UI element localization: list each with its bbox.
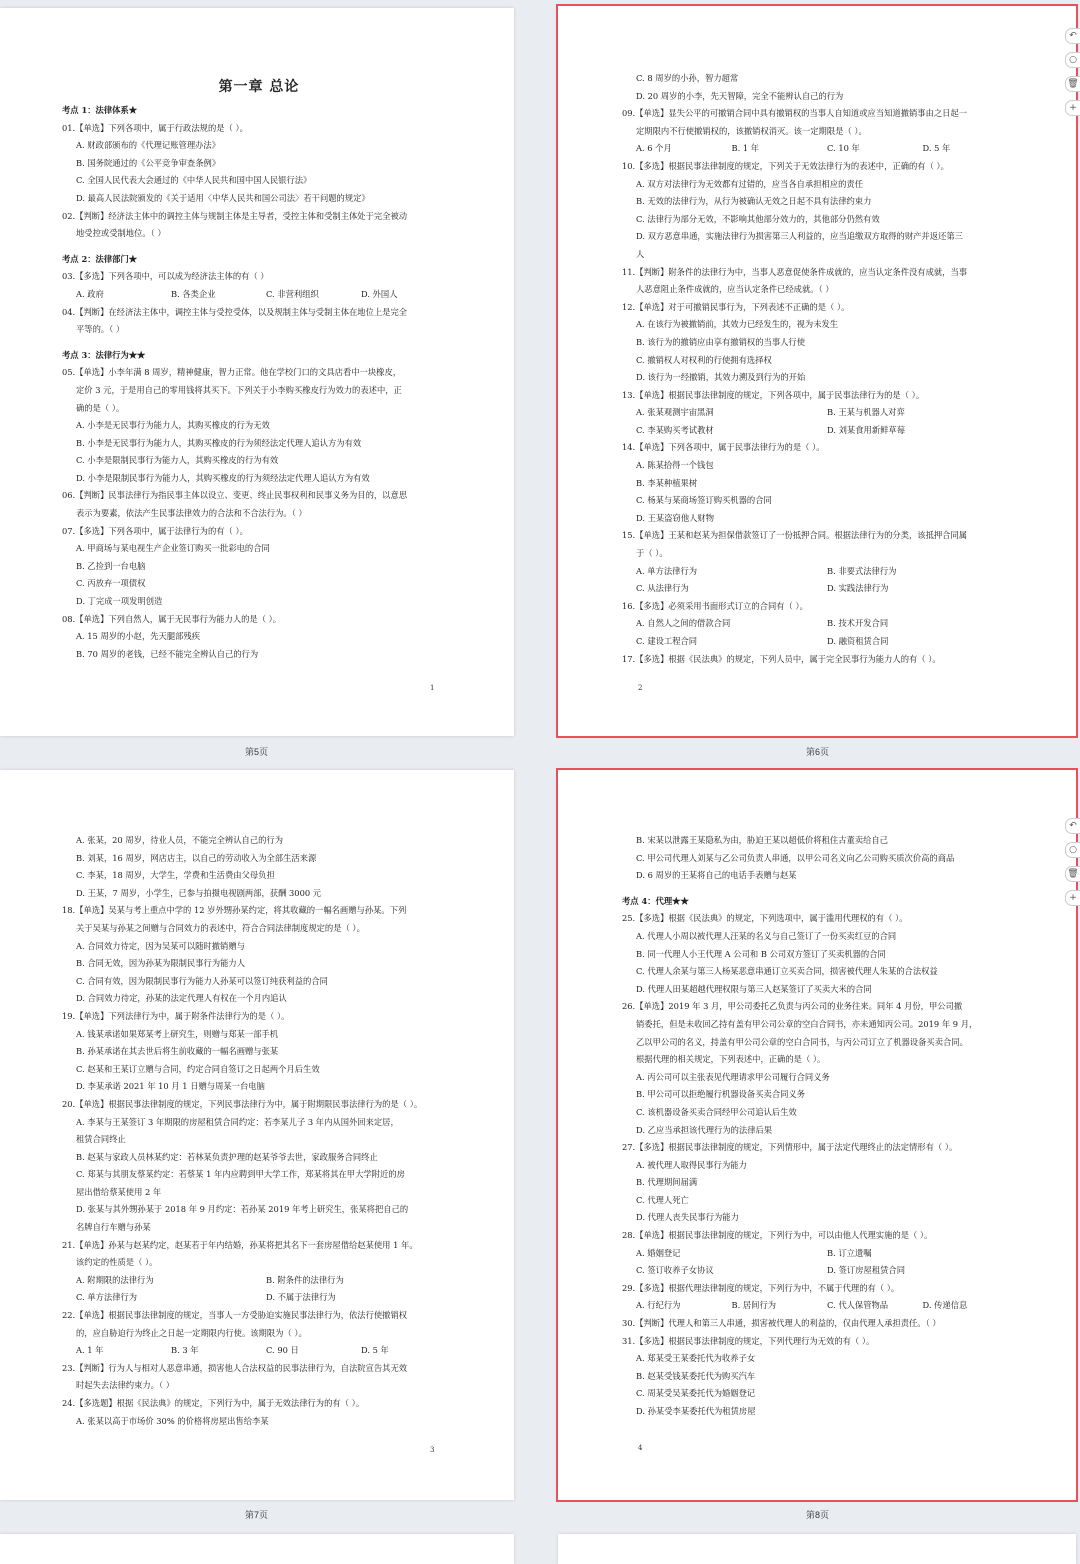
question-text: 08.【单选】下列自然人，属于无民事行为能力人的是（ ）。 <box>62 613 282 624</box>
page-thumbnail-7[interactable] <box>0 770 514 1500</box>
question-text: 02.【判断】经济法主体中的调控主体与规制主体是主导者，受控主体和受制主体处于完全被动 <box>62 210 408 221</box>
question-text: 16.【多选】必须采用书面形式订立的合同有（ ）。 <box>622 600 808 611</box>
option-text: C. 甲公司代理人刘某与乙公司负责人串通，以甲公司名义向乙公司购买质次价高的商品 <box>636 852 955 863</box>
page-tools <box>1065 818 1080 906</box>
option-text: B. 赵某与家政人员林某约定：若林某负责护理的赵某爷爷去世，家政服务合同终止 <box>76 1151 378 1162</box>
question-text: 19.【单选】下列法律行为中，属于附条件法律行为的是（ ）。 <box>62 1010 290 1021</box>
question-text: 21.【单选】孙某与赵某约定，赵某若于年内结婚，孙某将把其名下一套房屋借给赵某使用 1 年。 <box>62 1239 418 1250</box>
option-text: D. 实践法律行为 <box>827 583 889 594</box>
option-text: C. 合同有效，因为限制民事行为能力人孙某可以签订纯获利益的合同 <box>76 975 328 986</box>
question-text: 13.【单选】根据民事法律制度的规定，下列各项中，属于民事法律行为的是（ ）。 <box>622 389 925 400</box>
option-row <box>622 422 1018 440</box>
question-text: 31.【多选】根据民事法律制度的规定，下列代理行为无效的有（ ）。 <box>622 1335 875 1346</box>
option-text: C. 10 年 <box>827 143 860 154</box>
section-heading: 考点 1：法律体系★ <box>62 105 138 115</box>
option-text: B. 该行为的撤销应由享有撤销权的当事人行使 <box>636 336 806 347</box>
option-row <box>622 1297 1018 1315</box>
question-text: 30.【判断】代理人和第三人串通，损害被代理人的利益的，仅由代理人承担责任。（ ） <box>622 1318 941 1329</box>
question-text: 27.【多选】根据民事法律制度的规定，下列情形中，属于法定代理终止的法定情形有（ ）。 <box>622 1142 958 1153</box>
option-text: C. 签订收养子女协议 <box>636 1265 714 1276</box>
option-text: D. 5 年 <box>922 143 951 154</box>
page-number: 4 <box>638 1444 643 1452</box>
option-text: D. 王某，7 周岁，小学生，已参与拍摄电视剧两部，获酬 3000 元 <box>76 887 322 898</box>
option-text: A. 15 周岁的小赵，先天腿部残疾 <box>76 631 201 642</box>
option-text: B. 3 年 <box>171 1345 199 1356</box>
option-text: D. 双方恶意串通，实施法律行为损害第三人利益的，应当追缴双方取得的财产并返还第三 <box>636 231 963 242</box>
option-text: A. 甲商场与某电视生产企业签订购买一批彩电的合同 <box>76 543 270 554</box>
page-thumbnail-5[interactable] <box>0 8 514 736</box>
option-text: D. 小李是限制民事行为能力人，其购买橡皮的行为须经法定代理人追认方为有效 <box>76 472 370 483</box>
option-text: A. 附期限的法律行为 <box>76 1274 154 1285</box>
option-text: D. 不属于法律行为 <box>266 1292 336 1303</box>
option-text: D. 孙某受李某委托代为租赁房屋 <box>636 1406 756 1416</box>
page-thumbnail-8[interactable] <box>558 770 1076 1500</box>
option-text: A. 张某以高于市场价 30% 的价格将房屋出售给李某 <box>76 1415 269 1426</box>
option-text: A. 婚姻登记 <box>636 1247 681 1258</box>
option-text: A. 丙公司可以主张表见代理请求甲公司履行合同义务 <box>636 1071 830 1082</box>
section-heading: 考点 2：法律部门★ <box>62 253 138 264</box>
option-text: D. 该行为一经撤销，其效力溯及到行为的开始 <box>636 372 806 383</box>
question-text: 28.【单选】根据民事法律制度的规定，下列行为中，可以由他人代理实施的是（ ）。 <box>622 1230 933 1241</box>
option-text: B. 订立遗嘱 <box>827 1247 872 1258</box>
page-content <box>622 70 1018 668</box>
question-text: 14.【单选】下列各项中，属于民事法律行为的是（ ）。 <box>622 442 825 453</box>
page-label: 第8页 <box>806 1510 830 1520</box>
question-text: 07.【多选】下列各项中，属于法律行为的有（ ）。 <box>62 525 248 536</box>
question-text-cont: 人恶意阻止条件成就的，应当认定条件已经成就。（ ） <box>636 284 834 295</box>
circle-icon[interactable]: ○ <box>1065 842 1080 858</box>
question-text-cont: 根据代理的相关规定，下列表述中，正确的是（ ）。 <box>636 1054 826 1065</box>
option-row <box>62 1289 456 1307</box>
question-text: 12.【单选】对于可撤销民事行为，下列表述不正确的是（ ）。 <box>622 301 850 312</box>
option-text: A. 单方法律行为 <box>636 565 698 576</box>
option-text: C. 丙放弃一项债权 <box>76 578 146 589</box>
question-text: 01.【单选】下列各项中，属于行政法规的是（ ）。 <box>62 122 248 133</box>
page-content <box>622 832 1018 1421</box>
question-text-cont: 地受控或受制地位。（ ） <box>76 228 166 239</box>
option-text: A. 李某与王某签订 3 年期限的房屋租赁合同约定：若李某儿子 3 年内从国外回来定居， <box>76 1116 399 1127</box>
question-text: 22.【单选】根据民事法律制度的规定，当事人一方受胁迫实施民事法律行为，依法行使撤销权 <box>62 1310 408 1321</box>
option-row <box>62 1342 456 1360</box>
option-text: D. 融资租赁合同 <box>827 636 889 646</box>
page-thumbnail-10[interactable] <box>558 1534 1076 1564</box>
question-text-cont: 表示为要素，依法产生民事法律效力的合法和不合法行为。（ ） <box>76 508 307 519</box>
question-text-cont: 定价 3 元，于是用自己的零用钱将其买下。下列关于小李购买橡皮行为效力的表述中，正 <box>76 384 402 395</box>
option-text: C. 从法律行为 <box>636 583 689 594</box>
option-row <box>622 1245 1018 1263</box>
circle-icon[interactable]: ○ <box>1065 52 1080 68</box>
option-text: D. 外国人 <box>361 288 398 299</box>
option-text: A. 双方对法律行为无效都有过错的，应当各自承担相应的责任 <box>636 178 863 189</box>
option-text: A. 自然人之间的借款合同 <box>636 618 731 629</box>
question-text-cont: 乙以甲公司的名义，持盖有甲公司公章的空白合同书，与丙公司订立了机器设备买卖合同。 <box>636 1036 968 1047</box>
page-content <box>62 832 456 1430</box>
page-number: 1 <box>430 684 435 692</box>
option-text: C. 撤销权人对权利的行使拥有选择权 <box>636 354 772 365</box>
option-row <box>622 404 1018 422</box>
option-text: B. 王某与机器人对弈 <box>827 407 905 418</box>
option-text: C. 杨某与某商场签订购买机器的合同 <box>636 495 772 506</box>
option-text: C. 8 周岁的小孙，智力超常 <box>636 73 739 83</box>
option-text: C. 赵某和王某订立赠与合同，约定合同自签订之日起两个月后生效 <box>76 1063 320 1074</box>
question-text: 03.【多选】下列各项中，可以成为经济法主体的有（ ） <box>62 271 269 282</box>
option-row <box>622 1262 1018 1280</box>
question-text: 15.【单选】王某和赵某为担保借款签订了一份抵押合同。根据法律行为的分类，该抵押合同属 <box>622 530 968 541</box>
question-text-cont: 平等的。（ ） <box>76 324 125 335</box>
option-text: D. 乙应当承担该代理行为的法律后果 <box>636 1124 773 1135</box>
option-text: C. 代理人死亡 <box>636 1194 689 1205</box>
add-page-icon[interactable]: + <box>1065 100 1080 116</box>
option-text: A. 6 个月 <box>636 143 672 154</box>
option-text: D. 5 年 <box>361 1345 389 1356</box>
option-text: B. 同一代理人小王代理 A 公司和 B 公司双方签订了买卖机器的合同 <box>636 948 886 959</box>
option-text: B. 宋某以泄露王某隐私为由，胁迫王某以超低价将租住古董卖给自己 <box>636 835 888 845</box>
question-text-cont: 的，应自胁迫行为终止之日起一定期限内行使。该期限为（ ）。 <box>76 1327 307 1338</box>
question-text: 20.【单选】根据民事法律制度的规定，下列民事法律行为中，属于附期限民事法律行为的是（ ）。 <box>62 1098 423 1109</box>
question-text-cont: 定期限内不行使撤销权的，该撤销权消灭。该一定期限是（ ）。 <box>636 125 867 136</box>
option-row <box>622 563 1018 581</box>
page-label: 第7页 <box>245 1510 269 1520</box>
option-text: D. 合同效力待定，孙某的法定代理人有权在一个月内追认 <box>76 993 287 1004</box>
page-tools <box>1065 28 1080 116</box>
option-text: C. 代理人余某与第三人杨某恶意串通订立买卖合同，损害被代理人朱某的合法权益 <box>636 966 938 977</box>
option-text: C. 郑某与其朋友蔡某约定：若蔡某 1 年内应聘到甲大学工作，郑某将其在甲大学附近的房 <box>76 1169 405 1180</box>
option-text: B. 非要式法律行为 <box>827 565 897 576</box>
option-text: B. 合同无效，因为孙某为限制民事行为能力人 <box>76 958 246 969</box>
option-text: C. 该机器设备买卖合同经甲公司追认后生效 <box>636 1106 797 1117</box>
option-text: B. 附条件的法律行为 <box>266 1274 344 1285</box>
question-text: 11.【判断】附条件的法律行为中，当事人恶意促使条件成就的，应当认定条件没有成就，当事 <box>622 266 968 277</box>
option-row <box>622 140 1018 158</box>
option-text: C. 单方法律行为 <box>76 1292 138 1303</box>
option-row <box>62 286 456 304</box>
option-text: A. 财政部颁布的《代理记账管理办法》 <box>76 140 221 151</box>
option-row <box>62 1272 456 1290</box>
option-text: A. 行纪行为 <box>636 1300 681 1311</box>
question-text: 04.【判断】在经济法主体中，调控主体与受控受体，以及规制主体与受制主体在地位上是完全 <box>62 306 408 317</box>
option-text: B. 技术开发合同 <box>827 618 889 629</box>
option-text: D. 代理人田某超越代理权限与第三人赵某签订了买卖大米的合同 <box>636 983 872 994</box>
option-row <box>622 580 1018 598</box>
page-label: 第6页 <box>806 747 830 757</box>
rotate-icon[interactable]: ↶ <box>1065 28 1080 44</box>
option-text: C. 非营利组织 <box>266 288 319 299</box>
option-text: D. 王某盗窃他人财物 <box>636 512 715 523</box>
option-text: D. 丁完成一项发明创造 <box>76 596 163 607</box>
delete-icon[interactable]: 🗑 <box>1065 76 1080 92</box>
option-text: D. 传递信息 <box>922 1300 968 1311</box>
question-text-cont: 关于吴某与孙某之间赠与合同效力的表述中，符合合同法律制度规定的是（ ）。 <box>76 922 365 933</box>
option-text: A. 代理人小周以被代理人汪某的名义与自己签订了一份买卖红豆的合同 <box>636 930 897 941</box>
option-text: C. 90 日 <box>266 1345 299 1356</box>
question-text-cont: 销委托，但是未收回乙持有盖有甲公司公章的空白合同书，亦未通知丙公司。2019 年 9 月， <box>636 1018 978 1029</box>
option-text: B. 李某种植果树 <box>636 477 698 488</box>
option-text: 屋出借给蔡某使用 2 年 <box>76 1186 162 1197</box>
option-text: B. 刘某，16 周岁，网店店主，以自己的劳动收入为全部生活来源 <box>76 852 317 863</box>
option-text: B. 70 周岁的老钱，已经不能完全辨认自己的行为 <box>76 648 259 659</box>
option-text: D. 最高人民法院颁发的《关于适用〈中华人民共和国公司法〉若干问题的规定》 <box>76 192 370 203</box>
option-text: D. 6 周岁的王某将自己的电话手表赠与赵某 <box>636 870 797 881</box>
option-text: A. 张某，20 周岁，待业人员，不能完全辨认自己的行为 <box>76 835 283 845</box>
option-text: D. 20 周岁的小李，先天智障，完全不能辨认自己的行为 <box>636 90 844 101</box>
page-label: 第5页 <box>245 747 269 757</box>
option-text: B. 赵某受钱某委托代为购买汽车 <box>636 1370 756 1381</box>
question-text: 29.【多选】根据代理法律制度的规定，下列行为中，不属于代理的有（ ）。 <box>622 1282 900 1293</box>
option-text: B. 甲公司可以拒绝履行机器设备买卖合同义务 <box>636 1089 806 1100</box>
option-text: C. 周某受吴某委托代为婚姻登记 <box>636 1388 756 1399</box>
option-text: C. 李某，18 周岁，大学生，学费和生活费由父母负担 <box>76 870 275 881</box>
option-text: B. 乙捡到一台电脑 <box>76 560 146 571</box>
question-text: 09.【单选】显失公平的可撤销合同中具有撤销权的当事人自知道或应当知道撤销事由之日起一 <box>622 108 968 119</box>
option-text: C. 建设工程合同 <box>636 636 698 646</box>
option-text: A. 合同效力待定，因为吴某可以随时撤销赠与 <box>76 940 245 951</box>
option-row <box>622 615 1018 633</box>
option-text: D. 张某与其外甥孙某于 2018 年 9 月约定：若孙某 2019 年考上研究生，张某将把自己的 <box>76 1204 409 1215</box>
option-text: A. 钱某承诺如果郑某考上研究生，则赠与郑某一部手机 <box>76 1028 279 1039</box>
option-text: D. 代理人丧失民事行为能力 <box>636 1212 739 1223</box>
page-thumbnail-9[interactable] <box>0 1534 514 1564</box>
option-text: C. 代人保管物品 <box>827 1300 889 1311</box>
option-text: D. 李某承诺 2021 年 10 月 1 日赠与周某一台电脑 <box>76 1081 265 1092</box>
option-text: B. 孙某承诺在其去世后将生前收藏的一幅名画赠与张某 <box>76 1046 279 1057</box>
option-text: A. 1 年 <box>76 1345 104 1356</box>
option-text: 人 <box>636 248 645 259</box>
question-text: 25.【多选】根据《民法典》的规定，下列选项中，属于滥用代理权的有（ ）。 <box>622 913 908 924</box>
question-text: 06.【判断】民事法律行为指民事主体以设立、变更、终止民事权利和民事义务为目的，以意思 <box>62 490 408 501</box>
option-text: A. 郑某受王某委托代为收养子女 <box>636 1353 756 1364</box>
option-text: A. 陈某拾得一个钱包 <box>636 460 714 471</box>
option-text: B. 各类企业 <box>171 288 216 299</box>
delete-icon[interactable]: 🗑 <box>1065 866 1080 882</box>
question-text: 18.【单选】吴某与考上重点中学的 12 岁外甥孙某约定，将其收藏的一幅名画赠与孙某。下列 <box>62 905 407 916</box>
option-text: C. 李某购买考试教材 <box>636 424 714 435</box>
option-text: A. 在该行为被撤销前，其效力已经发生的，视为未发生 <box>636 319 839 330</box>
question-text-cont: 确的是（ ）。 <box>76 402 125 413</box>
question-text: 24.【多选题】根据《民法典》的规定，下列行为中，属于无效法律行为的有（ ）。 <box>62 1398 365 1408</box>
question-text: 10.【多选】根据民事法律制度的规定，下列关于无效法律行为的表述中，正确的有（ ）。 <box>622 160 949 171</box>
option-text: A. 政府 <box>76 288 104 299</box>
page-number: 2 <box>638 684 643 692</box>
option-text: B. 代理期间届满 <box>636 1177 698 1188</box>
question-text-cont: 时起失去法律约束力。（ ） <box>76 1380 175 1391</box>
page-thumbnail-6[interactable] <box>558 6 1076 736</box>
option-row <box>622 633 1018 651</box>
question-text: 17.【多选】根据《民法典》的规定，下列人员中，属于完全民事行为能力人的有（ ）。 <box>622 653 941 664</box>
rotate-icon[interactable]: ↶ <box>1065 818 1080 834</box>
option-text: D. 签订房屋租赁合同 <box>827 1265 906 1276</box>
option-text: C. 法律行为部分无效，不影响其他部分效力的，其他部分仍然有效 <box>636 213 880 224</box>
option-text: B. 国务院通过的《公平竞争审查条例》 <box>76 157 221 168</box>
question-text-cont: 于（ ）。 <box>636 548 668 559</box>
page-number: 3 <box>430 1446 435 1454</box>
option-text: C. 全国人民代表大会通过的《中华人民共和国中国人民银行法》 <box>76 175 312 186</box>
option-text: B. 居间行为 <box>731 1300 777 1311</box>
option-text: 租赁合同终止 <box>76 1134 126 1145</box>
question-text: 26.【单选】2019 年 3 月，甲公司委托乙负责与丙公司的业务往来。同年 4 月份，甲公司撤 <box>622 1001 963 1012</box>
option-text: B. 1 年 <box>731 143 760 154</box>
question-text-cont: 该约定的性质是（ ）。 <box>76 1257 158 1268</box>
option-text: A. 张某观测宇宙黑洞 <box>636 407 714 418</box>
option-text: C. 小李是限制民事行为能力人，其购买橡皮的行为有效 <box>76 455 279 466</box>
option-text: B. 小李是无民事行为能力人，其购买橡皮的行为须经法定代理人追认方为有效 <box>76 437 362 448</box>
option-text: D. 刘某食用新鲜草莓 <box>827 424 906 435</box>
page-content <box>62 76 456 663</box>
chapter-title: 第一章 总论 <box>218 79 300 95</box>
section-heading: 考点 3：法律行为★★ <box>62 349 146 360</box>
option-text: B. 无效的法律行为，从行为被确认无效之日起不具有法律约束力 <box>636 196 872 207</box>
question-text: 05.【单选】小李年满 8 周岁，精神健康，智力正常。他在学校门口的文具店看中一块橡皮， <box>62 367 402 378</box>
add-page-icon[interactable]: + <box>1065 890 1080 906</box>
option-text: 名牌自行车赠与孙某 <box>76 1222 151 1233</box>
question-text: 23.【判断】行为人与相对人恶意串通，损害他人合法权益的民事法律行为，自法院宣告其无效 <box>62 1362 408 1373</box>
section-heading: 考点 4：代理★★ <box>622 895 689 906</box>
option-text: A. 被代理人取得民事行为能力 <box>636 1159 747 1170</box>
option-text: A. 小李是无民事行为能力人，其购买橡皮的行为无效 <box>76 420 270 431</box>
